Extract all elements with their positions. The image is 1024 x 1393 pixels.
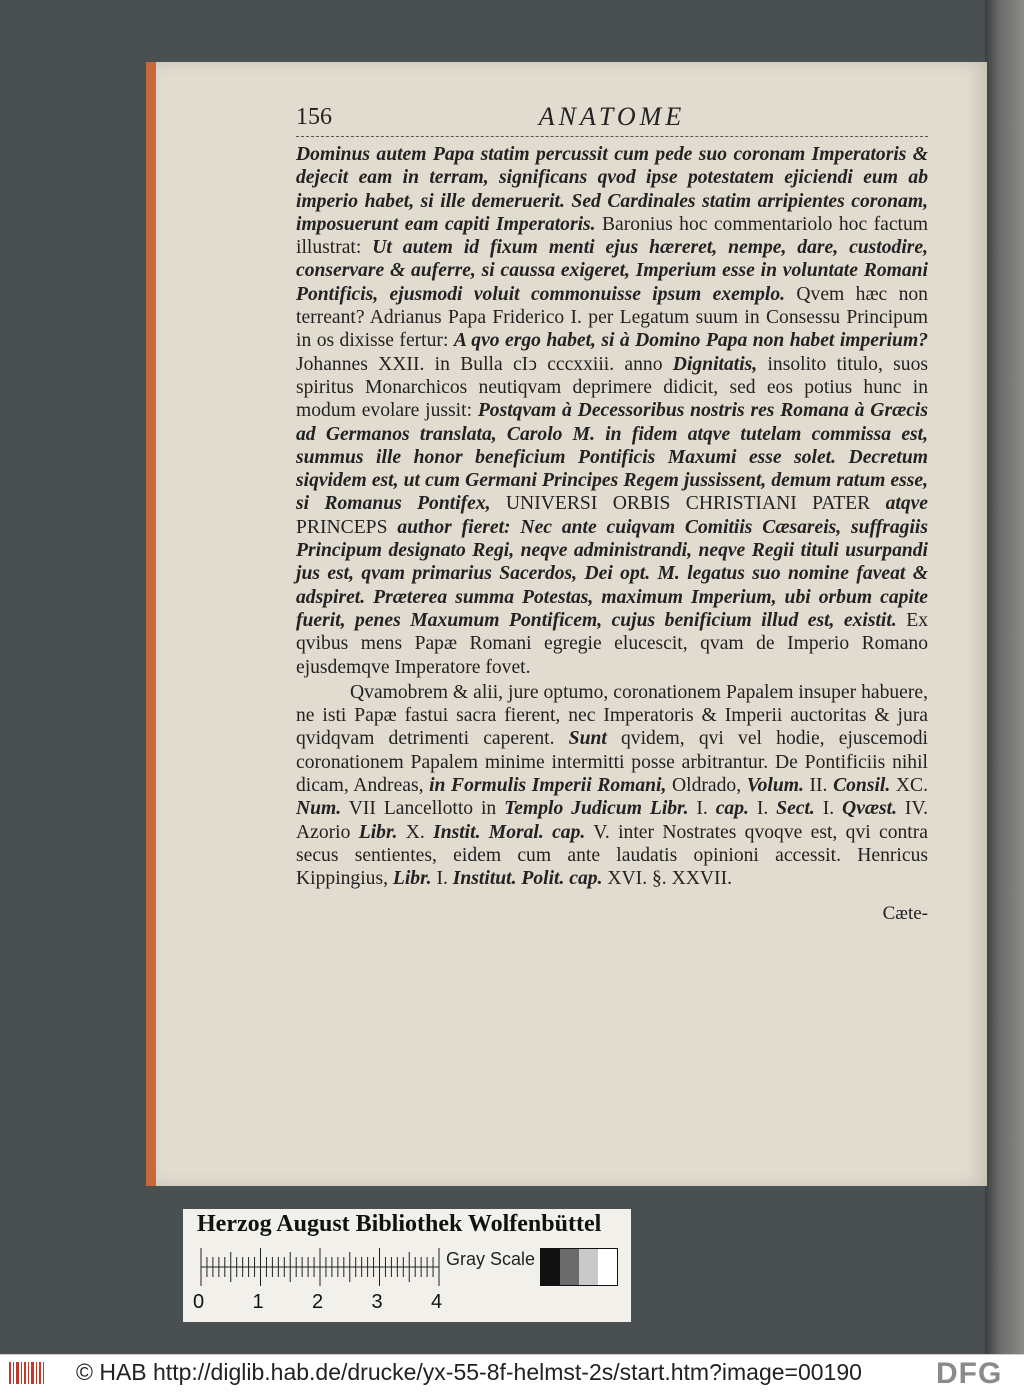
text-run: insolito titulo, suos spiritus Monarchicos neutiqvam deprimere didicit, sed eos potius hunc in modum evolare jussit:	[296, 353, 928, 422]
background-edge	[985, 0, 1024, 1392]
gray-patch	[541, 1249, 560, 1285]
gray-scale-patches	[540, 1248, 618, 1286]
library-name: Herzog August Bibliothek Wolfenbüttel	[197, 1211, 602, 1237]
text-run: Qvem hæc non terreant? Adrianus Papa Friderico I. per Legatum suum in Consessu Principum in os dixisse fertur:	[296, 283, 928, 352]
text-run: Dominus autem Papa statim percussit cum pede suo coronam Imperatoris & dejecit eam in terram, significans qvod ipse potestatem ejiciendi eum ab imperio habet, si ille demeruerit. Sed Cardinales statim arripientes coronam, imposuerunt eam capiti Imperatoris.	[296, 144, 928, 235]
text-run: XC.	[890, 775, 928, 797]
running-head	[296, 102, 928, 137]
text-run: qvidem, qvi vel hodie, ejuscemodi coronationem Papalem minime intermitti posse arbitrantur. De Pontificiis nihil dicam, Andreas,	[296, 728, 928, 797]
library-label-card	[183, 1209, 631, 1322]
page-text-block	[296, 102, 928, 925]
gray-patch	[560, 1249, 579, 1285]
text-run: Baronius hoc commentariolo hoc factum illustrat:	[296, 213, 928, 259]
ruler-labels	[193, 1291, 453, 1315]
gray-patch	[598, 1249, 617, 1285]
text-run: cap.	[715, 798, 749, 820]
gray-scale-label: Gray Scale	[446, 1249, 536, 1269]
text-run: I.	[431, 868, 453, 890]
dfg-logo: DFG	[936, 1357, 1003, 1390]
book-title: ANATOME	[538, 102, 686, 131]
text-run: Templo Judicum Libr.	[504, 798, 689, 820]
ruler-number: 3	[371, 1291, 383, 1313]
text-run: A qvo ergo habet, si à Domino Papa non habet imperium?	[453, 330, 928, 352]
text-run: Institut. Polit. cap.	[452, 868, 603, 890]
text-run: author fieret: Nec ante cuiqvam Comitiis Cæsareis, suffragiis Principum designato Regi, neqve administrandi, neqve Regii tituli usurpandi jus est, qvam primarius Sacerdos, Dei opt. M. legatus suo nomine faveat & adspiret. Præterea summa Potestas, maximum Imperium, ubi orbum capite fuerit, penes Maxumum Pontificem, cujus benificium illud est, existit.	[296, 516, 928, 631]
text-run: Sunt	[568, 728, 607, 750]
text-run: I.	[748, 798, 777, 820]
text-run: VII Lancellotto in	[341, 798, 505, 820]
ruler-number: 4	[431, 1291, 443, 1313]
text-run: XVI. §. XXVII.	[602, 868, 732, 890]
copyright-link[interactable]: © HAB http://diglib.hab.de/drucke/yx-55-8f-helmst-2s/start.htm?image=00190	[76, 1359, 862, 1385]
text-run: Libr.	[358, 821, 398, 843]
ruler-scale	[197, 1247, 443, 1287]
viewer-footer	[0, 1354, 1024, 1393]
text-run: Qvæst.	[842, 798, 898, 820]
text-run: Num.	[296, 798, 342, 820]
text-run: I.	[688, 798, 716, 820]
text-run: Libr.	[392, 868, 432, 890]
text-run: Sect.	[776, 798, 815, 820]
page-number: 156	[296, 104, 332, 130]
text-run: I.	[814, 798, 843, 820]
text-run: II.	[803, 775, 834, 797]
text-run: UNIVERSI ORBIS CHRISTIANI PATER	[490, 493, 886, 515]
text-run: Qvamobrem & alii, jure optumo, coronationem Papalem insuper habuere, ne isti Papæ fastui sacra fierent, nec Imperatoris & Imperii auctoritas & jura qvidqvam detrimenti caperent.	[296, 681, 928, 750]
text-run: Postqvam à Decessoribus nostris res Romana à Græcis ad Germanos translata, Carolo M. in fidem atqve tutelam commissa est, summus ille honor beneficium Pontificis Maxumi esse solet. Decretum siqvidem est, ut cum Germani Principes Regem jussissent, demum ratum esse, si Romanus Pontifex,	[296, 400, 928, 515]
book-page	[156, 62, 987, 1186]
text-run: PRINCEPS	[296, 516, 398, 538]
text-run: IV. Azorio	[296, 798, 928, 843]
text-run: Consil.	[833, 775, 891, 797]
text-run: Dignitatis,	[672, 353, 758, 375]
text-run: X.	[397, 821, 434, 843]
text-run: Oldrado,	[666, 775, 747, 797]
paragraph-2	[296, 681, 928, 891]
ruler-number: 2	[312, 1291, 324, 1313]
ruler-number: 0	[193, 1291, 205, 1313]
text-run: atqve	[885, 493, 929, 515]
text-run: Johannes XXII. in Bulla cIↄ cccxxiii. anno	[296, 353, 673, 375]
page-edge	[146, 62, 156, 1186]
text-run: V. inter Nostrates qvoqve est, qvi contra secus sentientes, eidem cum ante laudatis opinioni accessit. Henricus Kippingius,	[296, 821, 928, 890]
text-run: Volum.	[746, 775, 804, 797]
text-run: Ex qvibus mens Papæ Romani egregie elucescit, qvam de Imperio Romano ejusdemqve Imperatore fovet.	[296, 609, 928, 678]
text-run: in Formulis Imperii Romani,	[429, 775, 667, 797]
ruler-number: 1	[252, 1291, 264, 1313]
barcode-icon	[8, 1360, 46, 1386]
gray-patch	[579, 1249, 598, 1285]
catchword: Cæte-	[882, 902, 928, 924]
paragraph-1	[296, 143, 928, 679]
text-run: Ut autem id fixum menti ejus hæreret, nempe, dare, custodire, conservare & auferre, si caussa exigeret, Imperium esse in voluntate Romani Pontificis, ejusmodi voluit commonuisse ipsum exemplo.	[296, 237, 928, 305]
text-run: Instit. Moral. cap.	[433, 821, 586, 843]
